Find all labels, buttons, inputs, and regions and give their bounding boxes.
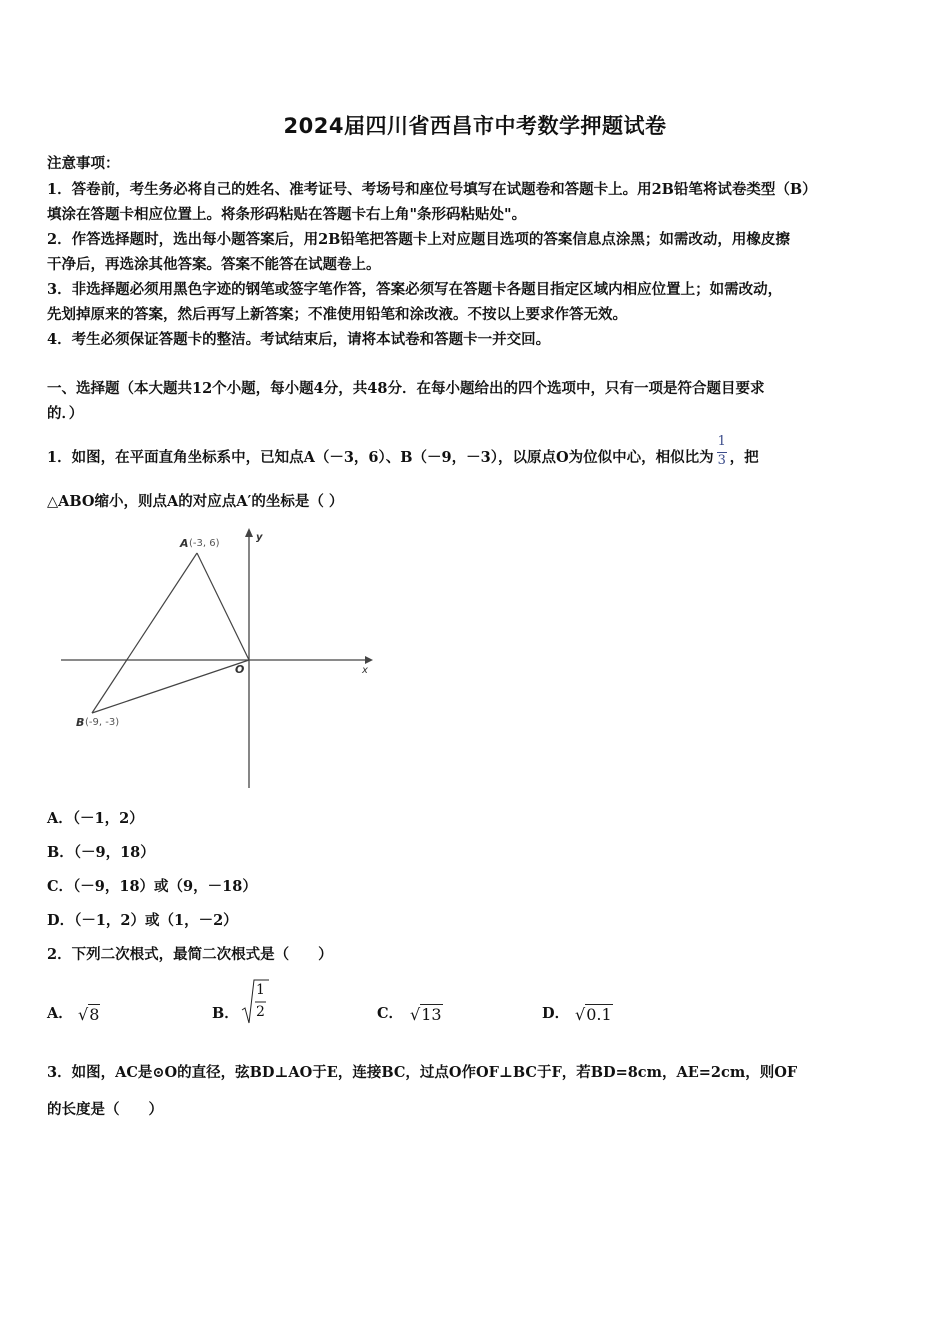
q1-option-b: B．（－9，18） xyxy=(47,844,155,861)
section-heading-cont: 的．） xyxy=(47,405,84,422)
page-title: 2024届四川省西昌市中考数学押题试卷 xyxy=(283,114,667,138)
label-y: y xyxy=(256,532,263,543)
radical-sign-icon xyxy=(240,978,270,1028)
coordinate-figure xyxy=(55,525,385,795)
q2-option-b-radical xyxy=(240,978,270,1028)
q2-text: 2．下列二次根式，最简二次根式是（ ） xyxy=(47,946,333,963)
q1-text xyxy=(47,434,759,476)
segment-AB xyxy=(92,553,197,713)
label-B: B xyxy=(76,716,85,729)
q1-option-d: D．（－1，2）或（1，－2） xyxy=(47,912,238,929)
section-heading: 一、选择题（本大题共12个小题，每小题4分，共48分．在每小题给出的四个选项中，只有一项是符合题目要求 xyxy=(47,380,765,397)
q2-option-a-radical: √8 xyxy=(78,1005,100,1024)
coord-A: (-3, 6) xyxy=(189,538,220,549)
notice-line: 3．非选择题必须用黑色字迹的钢笔或签字笔作答，答案必须写在答题卡各题目指定区域内相应位置上；如需改动， xyxy=(47,281,783,298)
x-axis-arrow xyxy=(365,656,373,664)
q3-text: 3．如图，AC是⊙O的直径，弦BD⊥AO于E，连接BC，过点O作OF⊥BC于F，若BD=8cm，AE=2cm，则OF xyxy=(47,1064,798,1081)
fraction-numerator: 1 xyxy=(717,434,726,449)
label-x: x xyxy=(362,665,368,676)
coord-B: (-9, -3) xyxy=(85,717,120,728)
q2-option-d-radical: √0.1 xyxy=(575,1005,612,1024)
q2-option-b-num: 1 xyxy=(256,982,265,998)
y-axis-arrow xyxy=(245,528,253,537)
segment-AO xyxy=(197,553,249,660)
label-A: A xyxy=(180,537,189,550)
q1-text-a: 1．如图，在平面直角坐标系中，已知点A（－3，6）、B（－9，－3），以原点O为位似中心，相似比为 xyxy=(47,449,714,466)
notice-heading: 注意事项： xyxy=(47,155,120,172)
notice-line: 先划掉原来的答案，然后再写上新答案；不准使用铅笔和涂改液。不按以上要求作答无效。 xyxy=(47,306,627,323)
notice-line: 1．答卷前，考生务必将自己的姓名、准考证号、考场号和座位号填写在试题卷和答题卡上。用2B铅笔将试卷类型（B） xyxy=(47,181,817,198)
label-O: O xyxy=(235,663,245,676)
q2-option-c-radical: √13 xyxy=(410,1005,442,1024)
q1-text-line2: △ABO缩小，则点A的对应点A′的坐标是（ ） xyxy=(47,493,344,510)
q2-option-b-den: 2 xyxy=(256,1004,265,1020)
q2-option-c-letter: C． xyxy=(377,1005,404,1022)
notice-line: 4．考生必须保证答题卡的整洁。考试结束后，请将本试卷和答题卡一并交回。 xyxy=(47,331,551,348)
q3-text-line2: 的长度是（ ） xyxy=(47,1101,163,1118)
q2-option-a-letter: A． xyxy=(47,1005,73,1022)
notice-line: 干净后，再选涂其他答案。答案不能答在试题卷上。 xyxy=(47,256,381,273)
q2-option-b-letter: B． xyxy=(212,1005,239,1022)
q2-option-a-radicand: 8 xyxy=(89,1005,100,1024)
segment-BO xyxy=(92,660,249,713)
notice-line: 2．作答选择题时，选出每小题答案后，用2B铅笔把答题卡上对应题目选项的答案信息点涂黑；如需改动，用橡皮擦 xyxy=(47,231,790,248)
fraction-denominator: 3 xyxy=(717,453,726,468)
q1-option-a: A．（－1，2） xyxy=(47,810,144,827)
q2-option-d-radicand: 0.1 xyxy=(586,1005,612,1024)
q1-option-c: C．（－9，18）或（9，－18） xyxy=(47,878,257,895)
q2-option-c-radicand: 13 xyxy=(421,1005,442,1024)
ratio-fraction xyxy=(716,434,728,470)
notice-line: 填涂在答题卡相应位置上。将条形码粘贴在答题卡右上角"条形码粘贴处"。 xyxy=(47,206,527,223)
q2-option-d-letter: D． xyxy=(542,1005,570,1022)
q1-text-b: ，把 xyxy=(729,449,759,466)
